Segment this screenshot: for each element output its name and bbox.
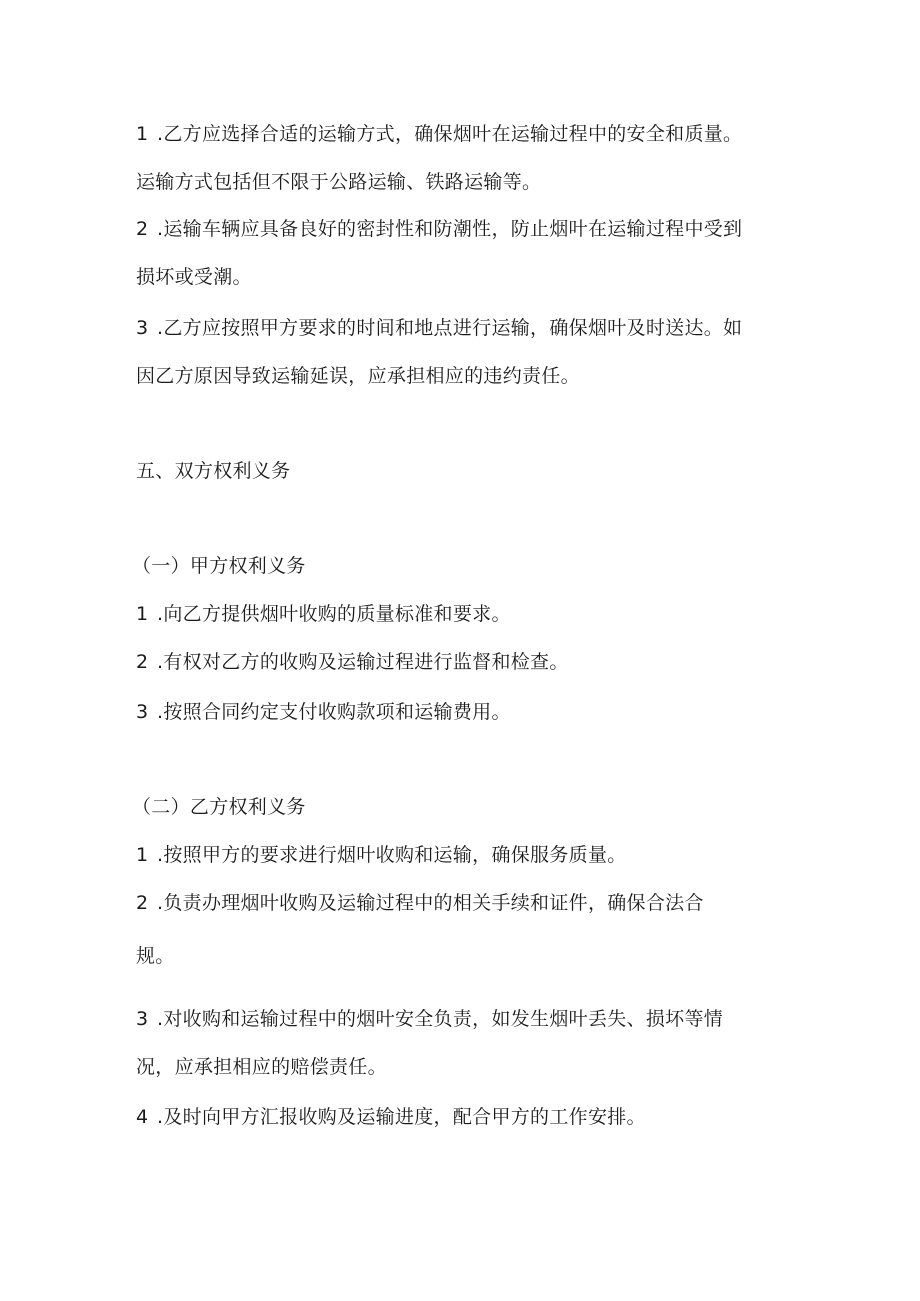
transport-item-1-line-2: 运输方式包括但不限于公路运输、铁路运输等。 [136, 171, 542, 193]
item-number: 1 [136, 603, 149, 625]
item-text: .有权对乙方的收购及运输过程进行监督和检查。 [157, 651, 569, 673]
item-text: .及时向甲方汇报收购及运输进度，配合甲方的工作安排。 [157, 1106, 646, 1128]
item-text: .按照合同约定支付收购款项和运输费用。 [157, 701, 511, 723]
item-number: 3 [136, 317, 149, 339]
section-title: 五、双方权利义务 [136, 460, 291, 482]
item-number: 2 [136, 651, 149, 673]
party-a-item-3 [136, 700, 511, 724]
transport-item-1-line-1 [136, 122, 742, 146]
item-number: 3 [136, 701, 149, 723]
party-a-heading: （一）甲方权利义务 [132, 555, 306, 577]
item-number: 2 [136, 892, 149, 914]
party-b-item-2-line-2: 规。 [136, 945, 175, 967]
item-number: 1 [136, 844, 149, 866]
item-number: 1 [136, 123, 149, 145]
transport-item-3-line-1 [136, 316, 742, 340]
party-a-item-1 [136, 602, 511, 626]
transport-item-2-line-1 [136, 217, 742, 241]
item-text: .向乙方提供烟叶收购的质量标准和要求。 [157, 603, 511, 625]
party-b-item-1 [136, 843, 627, 867]
transport-item-2-line-2: 损坏或受潮。 [136, 266, 252, 288]
item-text: .负责办理烟叶收购及运输过程中的相关手续和证件，确保合法合 [157, 892, 704, 914]
transport-item-3-line-2: 因乙方原因导致运输延误，应承担相应的违约责任。 [136, 365, 580, 387]
item-text: .对收购和运输过程中的烟叶安全负责，如发生烟叶丢失、损坏等情 [157, 1008, 724, 1030]
party-b-item-3-line-2: 况，应承担相应的赔偿责任。 [136, 1056, 387, 1078]
item-text: .按照甲方的要求进行烟叶收购和运输，确保服务质量。 [157, 844, 627, 866]
item-text: .乙方应按照甲方要求的时间和地点进行运输，确保烟叶及时送达。如 [157, 317, 743, 339]
item-number: 3 [136, 1008, 149, 1030]
item-number: 2 [136, 218, 149, 240]
item-text: .运输车辆应具备良好的密封性和防潮性，防止烟叶在运输过程中受到 [157, 218, 743, 240]
party-b-item-3-line-1 [136, 1007, 723, 1031]
item-text: .乙方应选择合适的运输方式，确保烟叶在运输过程中的安全和质量。 [157, 123, 743, 145]
party-b-item-2-line-1 [136, 891, 704, 915]
party-a-item-2 [136, 650, 569, 674]
party-b-heading: （二）乙方权利义务 [132, 796, 306, 818]
party-b-item-4 [136, 1105, 646, 1129]
item-number: 4 [136, 1106, 149, 1128]
